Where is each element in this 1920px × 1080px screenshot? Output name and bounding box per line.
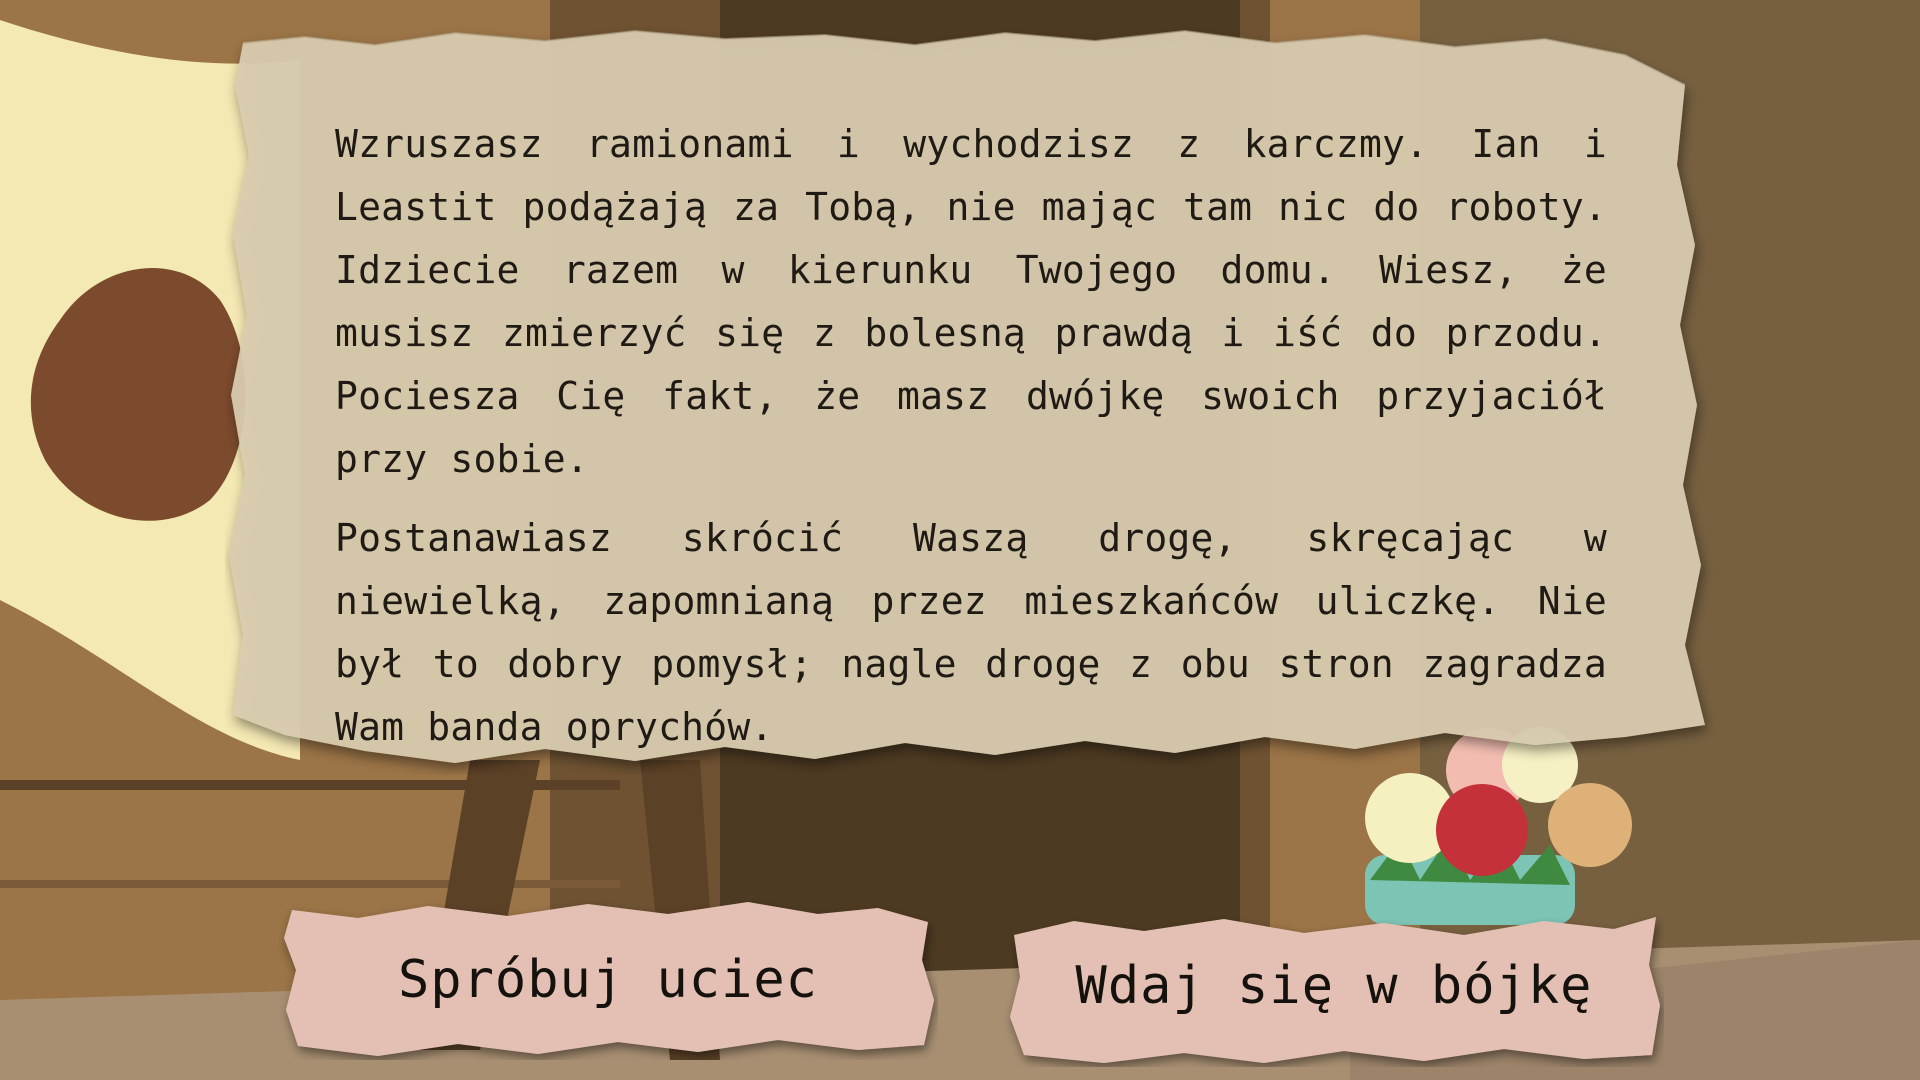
choice-fight-button[interactable]	[1004, 905, 1664, 1067]
choice-fight-label: Wdaj się w bójkę	[1075, 956, 1593, 1016]
story-paragraph-1: Wzruszasz ramionami i wychodzisz z karczmy. Ian i Leastit podążają za Tobą, nie mając tam nic do roboty. Idziecie razem w kierunku Twojego domu. Wiesz, że musisz zmierzyć się z bolesną prawdą i iść do przodu. Pociesza Cię fakt, że masz dwójkę swoich przyjaciół przy sobie.	[335, 122, 1607, 481]
story-text	[335, 113, 1607, 775]
story-panel	[225, 25, 1735, 775]
choice-run-away-button[interactable]	[278, 900, 938, 1060]
choice-run-away-label: Spróbuj uciec	[398, 950, 818, 1010]
story-paragraph-2: Postanawiasz skrócić Waszą drogę, skręcając w niewielką, zapomnianą przez mieszkańców uliczkę. Nie był to dobry pomysł; nagle drogę z obu stron zagradza Wam banda oprychów.	[335, 516, 1607, 749]
